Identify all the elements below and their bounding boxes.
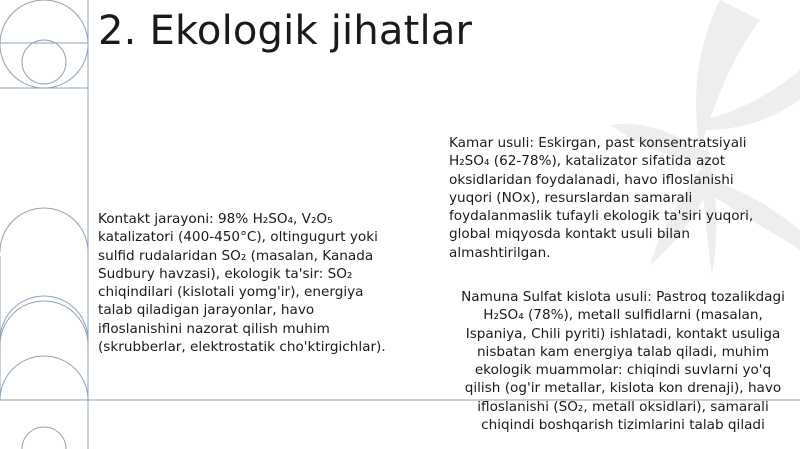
text-line: ifloslanishini nazorat qilish muhim xyxy=(98,320,330,337)
text-line: sulfid rudalaridan SO₂ (masalan, Kanada xyxy=(98,247,374,264)
text-line: Namuna Sulfat kislota usuli: Pastroq tozalikdagi xyxy=(461,289,785,305)
text-line: foydalanmaslik tufayli ekologik ta'siri yuqori, xyxy=(449,208,754,225)
text-line: Kontakt jarayoni: 98% H₂SO₄, V₂O₅ xyxy=(98,211,333,227)
text-line: chiqindi boshqarish tizimlarini talab qiladi xyxy=(481,417,765,434)
right-top-text-block xyxy=(449,134,769,262)
text-line: H₂SO₄ (78%), metall sulfidlarni (masalan, xyxy=(483,307,763,324)
text-line: nisbatan kam energiya talab qiladi, muhim xyxy=(476,343,770,360)
circle-ornament-top xyxy=(0,0,88,88)
arch-ornaments xyxy=(0,208,88,449)
text-line: almashtirilgan. xyxy=(449,244,551,261)
text-line: katalizatori (400-450°C), oltingugurt yoki xyxy=(98,229,378,246)
text-line: chiqindilari (kislotali yomg'ir), energiya xyxy=(98,284,364,301)
text-line: Ispaniya, Chili pyriti) ishlatadi, kontakt usuliga xyxy=(465,325,781,342)
text-line: Kamar usuli: Eskirgan, past konsentratsiyali xyxy=(449,135,747,151)
text-line: H₂SO₄ (62-78%), katalizator sifatida azot xyxy=(449,153,726,170)
left-text-block xyxy=(98,210,398,356)
slide-title: 2. Ekologik jihatlar xyxy=(98,8,473,54)
text-line: talab qiladigan jarayonlar, havo xyxy=(98,302,315,319)
text-line: yuqori (NOx), resurslardan samarali xyxy=(449,189,693,206)
text-line: ifloslanishi (SO₂, metall oksidlari), samarali xyxy=(477,398,769,415)
text-line: ekologik muammolar: chiqindi suvlarni yo'q xyxy=(474,362,772,379)
text-line: global miqyosda kontakt usuli bilan xyxy=(449,226,690,243)
text-line: oksidlaridan foydalanadi, havo ifloslanishi xyxy=(449,171,734,188)
text-line: (skrubberlar, elektrostatik cho'ktirgichlar). xyxy=(98,339,386,356)
right-bottom-text-block xyxy=(448,288,798,434)
text-line: Sudbury havzasi), ekologik ta'sir: SO₂ xyxy=(98,265,353,282)
text-line: qilish (og'ir metallar, kislota kon drenaji), havo xyxy=(464,380,782,397)
